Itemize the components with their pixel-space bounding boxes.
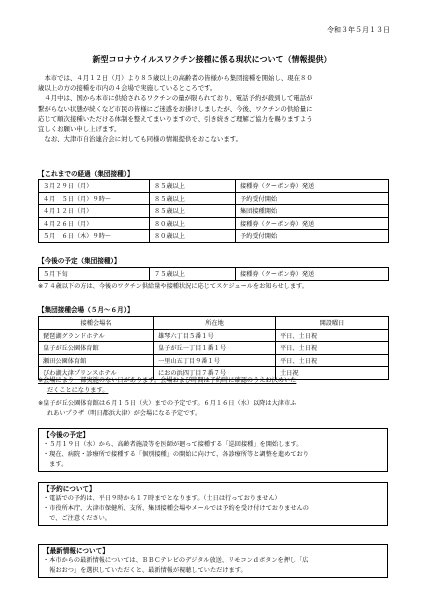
latest-line: ・本市からの最新情報については、ＢＢＣテレビのデジタル放送、リモコンｄボタンを押し「広	[43, 557, 309, 564]
future-box	[38, 428, 388, 472]
intro-line: 宜しくお願い申し上げます。	[38, 125, 121, 134]
table-cell: 皇子が丘公園体育館	[39, 342, 154, 355]
intro-line: 応じて順次接種いただける体制を整えてまいりますので、引き続きご理解ご協力を賜りますよう	[38, 114, 313, 123]
venues-note-line: れあいプラザ（明日都浜大津）が会場になる予定です。	[47, 410, 202, 417]
table-row	[39, 354, 389, 367]
plan-table	[38, 267, 389, 281]
future-line: ます。	[43, 461, 68, 468]
table-cell: 一里山五丁目９番１号	[154, 354, 276, 367]
future-heading: 【今後の予定】	[43, 431, 90, 439]
venues-note-line: ※会場により一部実施のない日があります。会場および時間は予約時に確認のうえお決めいた	[38, 377, 297, 384]
column-header: 接種会場名	[39, 317, 154, 330]
plan-note: ※７４歳以下の方は、今後のワクチン供給量や接種状況に応じてスケジュールをお知らせします。	[38, 283, 308, 290]
reservation-heading: 【予約について】	[43, 485, 96, 493]
reservation-line: ・電話での予約は、平日９時から１７時までとなります。（土日は行っておりません）	[43, 495, 281, 502]
table-cell: 琵琶湖グランドホテル	[39, 329, 154, 342]
intro-line: なお、大津市自治連合会に対しても同様の情報提供をおこないます。	[38, 135, 242, 144]
venues-notes	[38, 376, 390, 419]
table-row	[39, 180, 389, 193]
table-cell: 予約受付開始	[236, 192, 389, 205]
table-cell: ８５歳以上	[150, 205, 236, 218]
reservation-box	[38, 482, 388, 526]
document-title: 新型コロナウイルスワクチン接種に係る現状について（情報提供）	[92, 55, 332, 64]
table-row	[39, 342, 389, 355]
progress-heading: 【これまでの経過（集団接種）】	[38, 170, 134, 178]
table-cell: 皇子が丘一丁目１番１号	[154, 342, 276, 355]
table-row	[39, 268, 389, 281]
latest-box	[38, 544, 388, 578]
table-cell: 集団接種開始	[236, 205, 389, 218]
table-cell: ４月１２日（月）	[39, 205, 150, 218]
table-cell: 接種券（クーポン券）発送	[236, 217, 389, 230]
table-row	[39, 230, 389, 243]
plan-heading: 【今後の予定（集団接種）】	[38, 257, 121, 265]
table-cell: 接種券（クーポン券）発送	[236, 268, 389, 281]
table-cell: ８０歳以上	[150, 230, 236, 243]
table-row	[39, 192, 389, 205]
table-row	[39, 205, 389, 218]
table-cell: 予約受付開始	[236, 230, 389, 243]
table-row	[39, 217, 389, 230]
table-cell: ５月下旬	[39, 268, 150, 281]
progress-table	[38, 179, 389, 243]
table-cell: ４月 ５日（月）９時～	[39, 192, 150, 205]
intro-line: 繋がらない状態が続くなど市民の皆様にご迷惑をお掛けしましたが、今後、ワクチンの供給量に	[38, 104, 313, 113]
venues-note-line: だくことになります。	[47, 387, 109, 394]
latest-heading: 【最新情報について】	[43, 547, 109, 555]
table-cell: 平日、土日祝	[276, 354, 389, 367]
intro-paragraph	[38, 73, 390, 144]
reservation-line: ・市役所本庁、大津市保健所、支所、集団接種会場やメールでは予約を受け付けておりませんの	[43, 505, 309, 512]
column-header: 所在地	[154, 317, 276, 330]
document-date: 令和３年５月１３日	[327, 26, 390, 34]
intro-line: 歳以上の方の接種を市内の４会場で実施しているところです。	[38, 84, 217, 93]
table-cell: 平日、土日祝	[276, 342, 389, 355]
table-cell: 瀬田公園体育館	[39, 354, 154, 367]
table-cell: びわ湖大津プリンスホテル	[39, 367, 154, 380]
table-cell: ８５歳以上	[150, 180, 236, 193]
table-cell: ５月 ６日（木）９時～	[39, 230, 150, 243]
reservation-line: で、ご注意ください。	[43, 515, 111, 522]
column-header: 開設曜日	[276, 317, 389, 330]
future-line: ・５月１９日（水）から、高齢者施設等を医師が廻って接種する「巡回接種」を開始します。	[43, 441, 303, 448]
table-header-row	[39, 317, 389, 330]
table-cell: ７５歳以上	[150, 268, 236, 281]
table-cell: 土日祝	[276, 367, 389, 380]
table-cell: 接種券（クーポン券）発送	[236, 180, 389, 193]
intro-line: 本市では、４月１２日（月）より８５歳以上の高齢者の皆様から集団接種を開始し、現在８０	[38, 74, 313, 82]
intro-line: ４月中は、国から本市に供給されるワクチンの量が限られており、電話予約が殺到して電話が	[38, 94, 313, 103]
table-row	[39, 329, 389, 342]
venues-table	[38, 316, 389, 380]
future-line: ・現在、病院・診療所で接種する「個別接種」の開始に向けて、各診療所等と調整を進めており	[43, 451, 309, 458]
table-cell: ８０歳以上	[150, 217, 236, 230]
table-cell: ８５歳以上	[150, 192, 236, 205]
table-cell: ３月２９日（月）	[39, 180, 150, 193]
table-cell: におの浜四丁目７番７号	[154, 367, 276, 380]
venues-heading: 【集団接種会場（５月～６月）】	[38, 306, 134, 314]
table-cell: 平日、土日祝	[276, 329, 389, 342]
table-cell: 雄琴六丁目５番１号	[154, 329, 276, 342]
venues-note-line: ※皇子が丘公園体育館は６月１５日（火）までの予定です。６月１６日（水）以降は大津市ふ	[38, 400, 297, 407]
table-cell: ４月２６日（月）	[39, 217, 150, 230]
latest-line: 報おおつ」を選択していただくと、最新情報が視聴していただけます。	[43, 567, 247, 574]
